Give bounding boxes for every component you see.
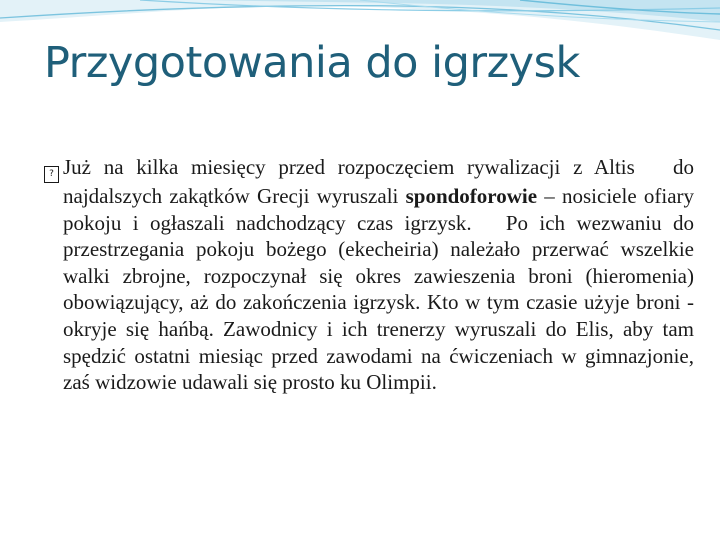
paragraph-bold-term: spondoforowie	[405, 184, 538, 208]
slide-content	[44, 154, 694, 396]
main-paragraph	[44, 154, 694, 396]
slide-title: Przygotowania do igrzysk	[44, 38, 580, 88]
paragraph-text-part2: – nosiciele ofiary pokoju i ogłaszali nadchodzący czas igrzysk. Po ich wezwaniu do przestrzegania pokoju bożego (ekecheiria) należało przerwać wszelkie walki zbrojne, rozpoczynał się okres zawieszenia broni (hieromenia) obowiązujący, aż do zakończenia igrzysk. Kto w tym czasie użyje broni - okryje się hańbą. Zawodnicy i ich trenerzy wyruszali do Elis, aby tam spędzić ostatni miesiąc przed zawodami na ćwiczeniach w gimnazjonie, zaś widzowie udawali się prosto ku Olimpii.	[63, 184, 695, 395]
bullet-missing-glyph-icon: ?	[44, 166, 59, 183]
paragraph-text-part1: Już na kilka miesięcy przed rozpoczęciem rywalizacji z Altis do najdalszych zakątków Grecji wyruszali	[63, 155, 694, 208]
